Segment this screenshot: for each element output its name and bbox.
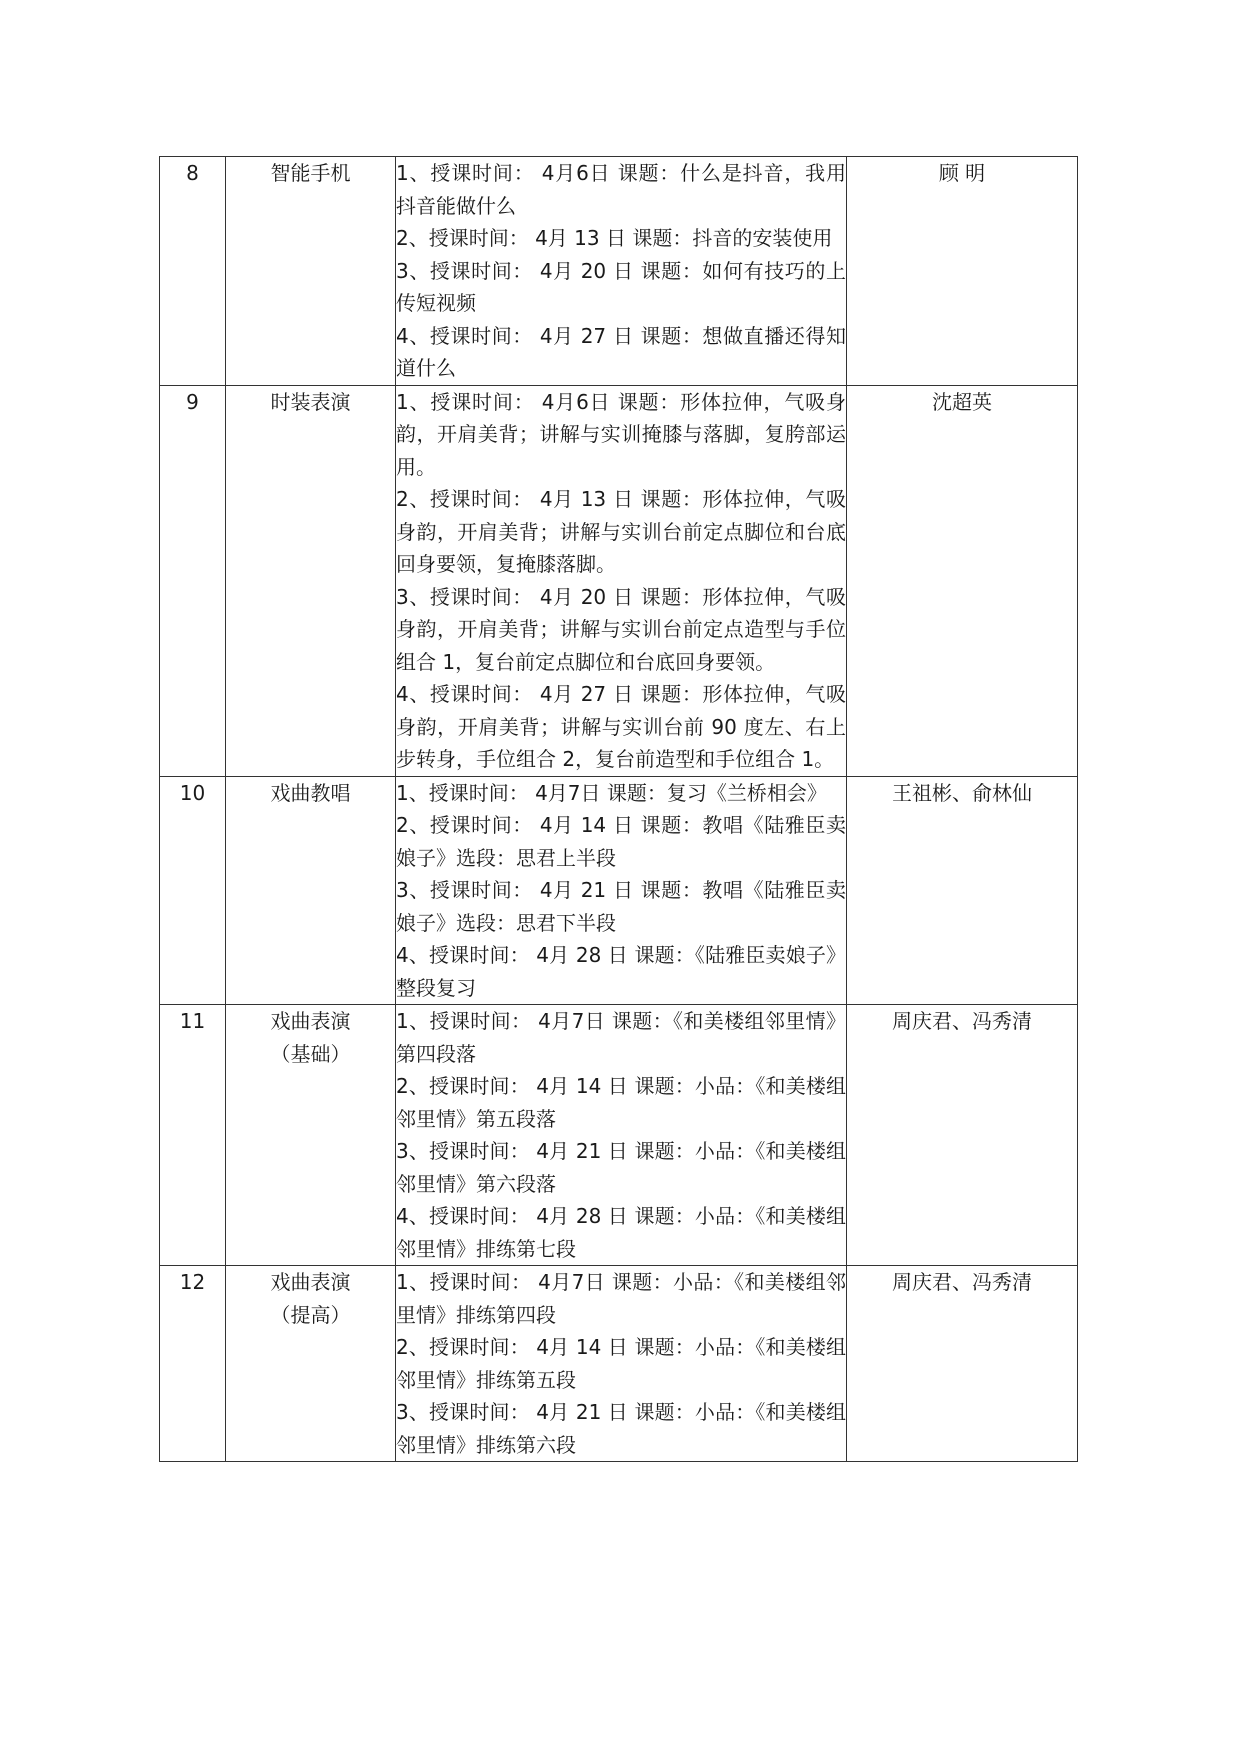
course-name-line: 戏曲表演 (270, 1270, 351, 1294)
teacher-name-text: 沈超英 (932, 389, 992, 414)
row-number: 11 (160, 1005, 226, 1266)
lesson-list (396, 385, 847, 776)
lesson-item: 1、授课时间： 4月7日 课题：《和美楼组邻里情》第四段落 (396, 1009, 846, 1066)
teacher-name (847, 776, 1078, 1005)
row-number: 10 (160, 776, 226, 1005)
course-name (226, 776, 396, 1005)
table-row (160, 385, 1078, 776)
lesson-list (396, 1266, 847, 1462)
lesson-item: 1、授课时间： 4月6日 课题：形体拉伸，气吸身韵，开肩美背；讲解与实训掩膝与落脚，复胯部运用。 (396, 389, 846, 479)
lesson-item: 2、授课时间： 4月 13 日 课题：抖音的安装使用 (396, 226, 833, 250)
lesson-item: 3、授课时间： 4月 20 日 课题：如何有技巧的上传短视频 (396, 258, 846, 315)
course-schedule-table (159, 156, 1078, 1462)
lesson-item: 1、授课时间： 4月7日 课题：小品：《和美楼组邻里情》排练第四段 (396, 1270, 846, 1327)
course-name-line: 智能手机 (270, 161, 351, 185)
table-row (160, 776, 1078, 1005)
teacher-name (847, 1266, 1078, 1462)
row-number: 12 (160, 1266, 226, 1462)
teacher-name-text: 顾 明 (938, 161, 986, 185)
teacher-name-text: 周庆君、冯秀清 (892, 1270, 1032, 1294)
row-number: 8 (160, 157, 226, 386)
lesson-item: 2、授课时间： 4月 13 日 课题：形体拉伸，气吸身韵，开肩美背；讲解与实训台前定点脚位和台底回身要领，复掩膝落脚。 (396, 487, 846, 576)
teacher-name (847, 157, 1078, 386)
lesson-item: 3、授课时间： 4月 21 日 课题：教唱《陆雅臣卖娘子》选段：思君下半段 (396, 878, 846, 935)
lesson-item: 4、授课时间： 4月 28 日 课题：《陆雅臣卖娘子》整段复习 (396, 943, 846, 1000)
lesson-item: 1、授课时间： 4月6日 课题：什么是抖音，我用抖音能做什么 (396, 161, 846, 218)
teacher-name (847, 1005, 1078, 1266)
lesson-item: 1、授课时间： 4月7日 课题：复习《兰桥相会》 (396, 780, 827, 805)
lesson-item: 3、授课时间： 4月 21 日 课题：小品：《和美楼组邻里情》第六段落 (396, 1139, 846, 1196)
lesson-item: 3、授课时间： 4月 20 日 课题：形体拉伸，气吸身韵，开肩美背；讲解与实训台前定点造型与手位组合 1，复台前定点脚位和台底回身要领。 (396, 584, 846, 674)
lesson-item: 4、授课时间： 4月 27 日 课题：想做直播还得知道什么 (396, 323, 846, 380)
lesson-item: 4、授课时间： 4月 27 日 课题：形体拉伸，气吸身韵，开肩美背；讲解与实训台前 90 度左、右上步转身，手位组合 2，复台前造型和手位组合 1。 (396, 682, 846, 771)
lesson-list (396, 776, 847, 1005)
course-name-line: 戏曲表演 (270, 1009, 351, 1033)
course-name (226, 1005, 396, 1266)
course-level-line: （基础） (270, 1041, 351, 1066)
lesson-list (396, 1005, 847, 1266)
lesson-item: 3、授课时间： 4月 21 日 课题：小品：《和美楼组邻里情》排练第六段 (396, 1400, 846, 1457)
teacher-name-text: 王祖彬、俞林仙 (892, 780, 1032, 805)
course-name-line: 戏曲教唱 (270, 780, 351, 805)
table-row (160, 157, 1078, 386)
course-name (226, 1266, 396, 1462)
course-name-line: 时装表演 (270, 389, 351, 414)
lesson-item: 2、授课时间： 4月 14 日 课题：小品：《和美楼组邻里情》第五段落 (396, 1074, 846, 1131)
lesson-item: 4、授课时间： 4月 28 日 课题：小品：《和美楼组邻里情》排练第七段 (396, 1204, 846, 1261)
row-number: 9 (160, 385, 226, 776)
lesson-item: 2、授课时间： 4月 14 日 课题：教唱《陆雅臣卖娘子》选段：思君上半段 (396, 813, 846, 870)
teacher-name-text: 周庆君、冯秀清 (892, 1009, 1032, 1033)
course-name (226, 385, 396, 776)
lesson-item: 2、授课时间： 4月 14 日 课题：小品：《和美楼组邻里情》排练第五段 (396, 1335, 846, 1392)
course-level-line: （提高） (270, 1302, 351, 1327)
table-row (160, 1005, 1078, 1266)
course-name (226, 157, 396, 386)
lesson-list (396, 157, 847, 386)
schedule-body (160, 157, 1078, 1462)
teacher-name (847, 385, 1078, 776)
table-row (160, 1266, 1078, 1462)
